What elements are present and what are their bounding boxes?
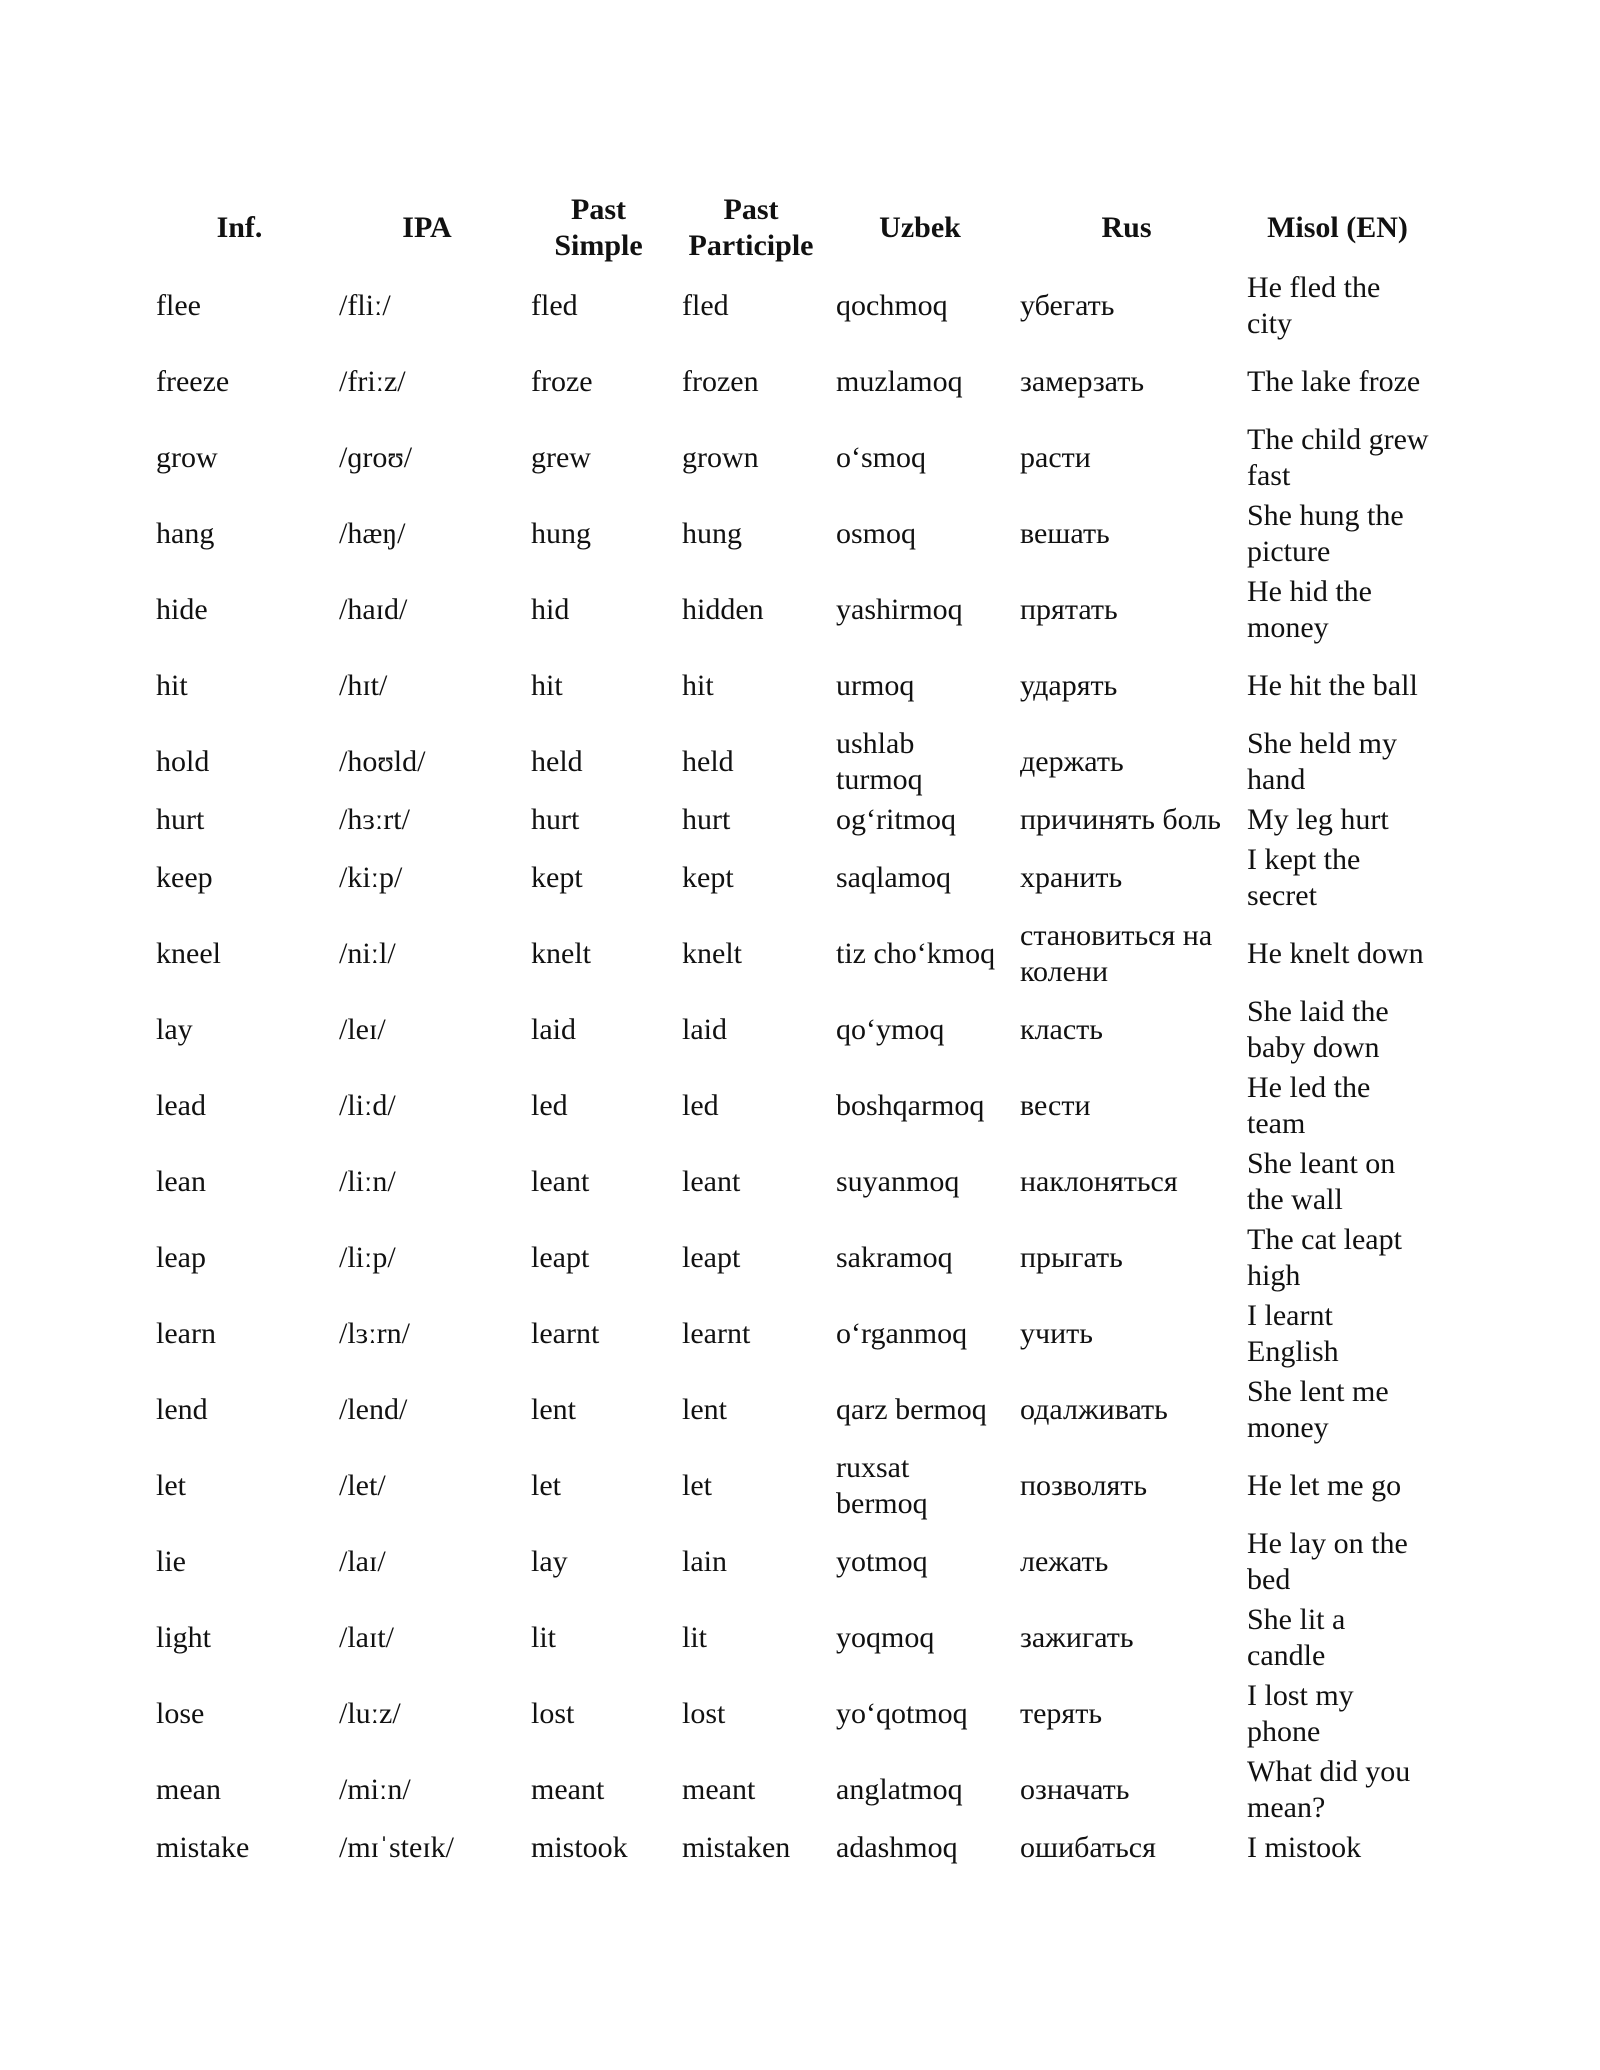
- cell-past-simple: lost: [531, 1697, 575, 1730]
- cell-past-participle: leapt: [682, 1241, 741, 1274]
- table-row: [148, 1524, 1434, 1600]
- cell-example: She lent me money: [1247, 1375, 1389, 1444]
- cell-russian: становиться на колени: [1020, 919, 1213, 988]
- cell-uzbek: ogʻritmoq: [836, 803, 956, 836]
- cell-russian: ударять: [1020, 669, 1118, 702]
- cell-example: He hid the money: [1247, 575, 1372, 644]
- cell-russian: позволять: [1020, 1469, 1148, 1502]
- cell-example: She leant on the wall: [1247, 1147, 1396, 1216]
- cell-past-simple: lay: [531, 1545, 568, 1578]
- table-row: [148, 572, 1434, 648]
- header-example: Misol (EN): [1267, 211, 1408, 244]
- cell-ipa: /luːz/: [339, 1697, 401, 1730]
- cell-past-participle: held: [682, 745, 734, 778]
- cell-uzbek: muzlamoq: [836, 365, 963, 398]
- header-infinitive: Inf.: [216, 211, 263, 244]
- cell-ipa: /fliː/: [339, 289, 391, 322]
- cell-ipa: /mɪˈsteɪk/: [339, 1831, 454, 1864]
- cell-example: The child grew fast: [1247, 423, 1429, 492]
- cell-past-simple: hurt: [531, 803, 580, 836]
- cell-example: He fled the city: [1247, 271, 1381, 340]
- table-row: [148, 1296, 1434, 1372]
- cell-russian: одалживать: [1020, 1393, 1168, 1426]
- table-row: [148, 800, 1434, 840]
- table-row: [148, 1752, 1434, 1828]
- cell-infinitive: leap: [156, 1241, 206, 1274]
- cell-example: The cat leapt high: [1247, 1223, 1402, 1292]
- cell-past-participle: led: [682, 1089, 719, 1122]
- cell-past-simple: grew: [531, 441, 591, 474]
- table-row: [148, 268, 1434, 344]
- cell-past-participle: hidden: [682, 593, 764, 626]
- cell-uzbek: tiz choʻkmoq: [836, 937, 996, 970]
- cell-infinitive: lie: [156, 1545, 186, 1578]
- cell-uzbek: yoʻqotmoq: [836, 1697, 968, 1730]
- cell-ipa: /kiːp/: [339, 861, 403, 894]
- cell-example: My leg hurt: [1247, 803, 1389, 836]
- cell-infinitive: hide: [156, 593, 208, 626]
- cell-uzbek: yashirmoq: [836, 593, 963, 626]
- cell-past-participle: kept: [682, 861, 734, 894]
- cell-example: The lake froze: [1247, 365, 1421, 398]
- cell-past-simple: mistook: [531, 1831, 628, 1864]
- cell-russian: вести: [1020, 1089, 1091, 1122]
- cell-past-simple: leant: [531, 1165, 590, 1198]
- cell-russian: терять: [1020, 1697, 1103, 1730]
- table-row: [148, 992, 1434, 1068]
- cell-past-participle: leant: [682, 1165, 741, 1198]
- cell-russian: расти: [1020, 441, 1091, 474]
- cell-infinitive: light: [156, 1621, 212, 1654]
- cell-russian: класть: [1020, 1013, 1103, 1046]
- cell-past-participle: lain: [682, 1545, 727, 1578]
- cell-ipa: /hæŋ/: [339, 517, 406, 550]
- cell-past-participle: mistaken: [682, 1831, 791, 1864]
- cell-infinitive: lean: [156, 1165, 206, 1198]
- cell-russian: вешать: [1020, 517, 1110, 550]
- cell-uzbek: boshqarmoq: [836, 1089, 985, 1122]
- cell-ipa: /lɜːrn/: [339, 1317, 410, 1350]
- cell-past-participle: knelt: [682, 937, 742, 970]
- cell-past-participle: meant: [682, 1773, 756, 1806]
- cell-uzbek: qarz bermoq: [836, 1393, 987, 1426]
- cell-uzbek: saqlamoq: [836, 861, 951, 894]
- cell-example: I mistook: [1247, 1831, 1362, 1864]
- cell-infinitive: lead: [156, 1089, 206, 1122]
- cell-ipa: /liːd/: [339, 1089, 396, 1122]
- table-row: [148, 1220, 1434, 1296]
- cell-past-simple: hung: [531, 517, 591, 550]
- cell-past-simple: fled: [531, 289, 578, 322]
- cell-example: She lit a candle: [1247, 1603, 1346, 1672]
- cell-russian: замерзать: [1020, 365, 1145, 398]
- cell-past-simple: held: [531, 745, 583, 778]
- cell-example: She held my hand: [1247, 727, 1397, 796]
- cell-past-simple: lent: [531, 1393, 576, 1426]
- table-row: [148, 916, 1434, 992]
- cell-infinitive: lose: [156, 1697, 205, 1730]
- cell-example: He knelt down: [1247, 937, 1424, 970]
- cell-russian: хранить: [1020, 861, 1123, 894]
- cell-past-participle: lit: [682, 1621, 708, 1654]
- cell-ipa: /hoʊld/: [339, 745, 426, 778]
- table-header-row: [148, 188, 1434, 268]
- cell-uzbek: adashmoq: [836, 1831, 958, 1864]
- table-body: [148, 268, 1434, 1868]
- cell-uzbek: sakramoq: [836, 1241, 953, 1274]
- cell-past-simple: let: [531, 1469, 561, 1502]
- header-past-simple: Past Simple: [554, 193, 643, 262]
- cell-russian: зажигать: [1020, 1621, 1134, 1654]
- table-row: [148, 1068, 1434, 1144]
- cell-ipa: /leɪ/: [339, 1013, 386, 1046]
- cell-infinitive: kneel: [156, 937, 221, 970]
- cell-past-simple: hit: [531, 669, 563, 702]
- cell-past-simple: hid: [531, 593, 570, 626]
- table-row: [148, 420, 1434, 496]
- cell-infinitive: hit: [156, 669, 188, 702]
- cell-russian: убегать: [1020, 289, 1115, 322]
- cell-past-participle: fled: [682, 289, 729, 322]
- cell-infinitive: lend: [156, 1393, 208, 1426]
- header-uzbek: Uzbek: [879, 211, 961, 244]
- cell-infinitive: mean: [156, 1773, 221, 1806]
- cell-past-participle: lent: [682, 1393, 727, 1426]
- cell-past-participle: hurt: [682, 803, 731, 836]
- cell-uzbek: suyanmoq: [836, 1165, 960, 1198]
- cell-ipa: /miːn/: [339, 1773, 411, 1806]
- cell-infinitive: freeze: [156, 365, 230, 398]
- cell-example: I learnt English: [1247, 1299, 1339, 1368]
- cell-ipa: /hɜːrt/: [339, 803, 410, 836]
- cell-past-participle: lost: [682, 1697, 726, 1730]
- cell-example: She hung the picture: [1247, 499, 1404, 568]
- cell-russian: наклоняться: [1020, 1165, 1178, 1198]
- cell-russian: учить: [1020, 1317, 1093, 1350]
- cell-past-simple: leapt: [531, 1241, 590, 1274]
- cell-ipa: /ɡroʊ/: [339, 441, 413, 474]
- cell-uzbek: yotmoq: [836, 1545, 928, 1578]
- cell-infinitive: grow: [156, 441, 218, 474]
- cell-example: He let me go: [1247, 1469, 1402, 1502]
- cell-russian: держать: [1020, 745, 1124, 778]
- irregular-verbs-table: [148, 188, 1434, 1868]
- cell-ipa: /liːp/: [339, 1241, 396, 1274]
- header-russian: Rus: [1101, 211, 1152, 244]
- cell-past-simple: knelt: [531, 937, 591, 970]
- table-row: [148, 1676, 1434, 1752]
- cell-ipa: /let/: [339, 1469, 386, 1502]
- cell-russian: ошибаться: [1020, 1831, 1156, 1864]
- cell-example: He led the team: [1247, 1071, 1371, 1140]
- cell-example: He lay on the bed: [1247, 1527, 1408, 1596]
- cell-uzbek: oʻrganmoq: [836, 1317, 968, 1350]
- cell-past-participle: learnt: [682, 1317, 751, 1350]
- cell-past-participle: hit: [682, 669, 714, 702]
- table-row: [148, 648, 1434, 724]
- cell-past-participle: grown: [682, 441, 759, 474]
- cell-uzbek: anglatmoq: [836, 1773, 963, 1806]
- cell-ipa: /niːl/: [339, 937, 396, 970]
- cell-past-simple: froze: [531, 365, 593, 398]
- cell-russian: лежать: [1020, 1545, 1109, 1578]
- header-past-participle: Past Participle: [688, 193, 814, 262]
- cell-russian: прятать: [1020, 593, 1118, 626]
- cell-infinitive: learn: [156, 1317, 216, 1350]
- cell-infinitive: let: [156, 1469, 186, 1502]
- cell-ipa: /laɪ/: [339, 1545, 386, 1578]
- cell-past-participle: laid: [682, 1013, 727, 1046]
- cell-infinitive: lay: [156, 1013, 193, 1046]
- table-row: [148, 1600, 1434, 1676]
- cell-infinitive: mistake: [156, 1831, 250, 1864]
- cell-russian: причинять боль: [1020, 803, 1221, 836]
- cell-past-simple: lit: [531, 1621, 557, 1654]
- cell-example: I lost my phone: [1247, 1679, 1354, 1748]
- cell-past-simple: laid: [531, 1013, 576, 1046]
- cell-russian: прыгать: [1020, 1241, 1123, 1274]
- cell-past-participle: let: [682, 1469, 712, 1502]
- cell-ipa: /laɪt/: [339, 1621, 394, 1654]
- cell-ipa: /haɪd/: [339, 593, 408, 626]
- table-row: [148, 344, 1434, 420]
- cell-uzbek: yoqmoq: [836, 1621, 935, 1654]
- table-row: [148, 1448, 1434, 1524]
- cell-uzbek: ruxsat bermoq: [836, 1451, 928, 1520]
- cell-infinitive: flee: [156, 289, 201, 322]
- table-row: [148, 840, 1434, 916]
- cell-example: He hit the ball: [1247, 669, 1418, 702]
- cell-example: What did you mean?: [1247, 1755, 1411, 1824]
- cell-past-simple: led: [531, 1089, 568, 1122]
- cell-uzbek: urmoq: [836, 669, 915, 702]
- cell-past-simple: meant: [531, 1773, 605, 1806]
- cell-uzbek: oʻsmoq: [836, 441, 926, 474]
- cell-past-participle: hung: [682, 517, 742, 550]
- cell-uzbek: qoʻymoq: [836, 1013, 945, 1046]
- cell-infinitive: hang: [156, 517, 215, 550]
- table-row: [148, 724, 1434, 800]
- cell-example: I kept the secret: [1247, 843, 1361, 912]
- cell-past-participle: frozen: [682, 365, 759, 398]
- cell-example: She laid the baby down: [1247, 995, 1389, 1064]
- cell-uzbek: osmoq: [836, 517, 917, 550]
- cell-ipa: /hɪt/: [339, 669, 388, 702]
- cell-ipa: /liːn/: [339, 1165, 396, 1198]
- cell-past-simple: learnt: [531, 1317, 600, 1350]
- table-row: [148, 1828, 1434, 1868]
- cell-infinitive: hold: [156, 745, 210, 778]
- table-row: [148, 1372, 1434, 1448]
- cell-infinitive: hurt: [156, 803, 205, 836]
- cell-uzbek: ushlab turmoq: [836, 727, 923, 796]
- cell-uzbek: qochmoq: [836, 289, 948, 322]
- cell-ipa: /lend/: [339, 1393, 408, 1426]
- cell-infinitive: keep: [156, 861, 213, 894]
- cell-ipa: /friːz/: [339, 365, 406, 398]
- table-row: [148, 496, 1434, 572]
- table-row: [148, 1144, 1434, 1220]
- header-ipa: IPA: [402, 211, 452, 244]
- cell-past-simple: kept: [531, 861, 583, 894]
- cell-russian: означать: [1020, 1773, 1130, 1806]
